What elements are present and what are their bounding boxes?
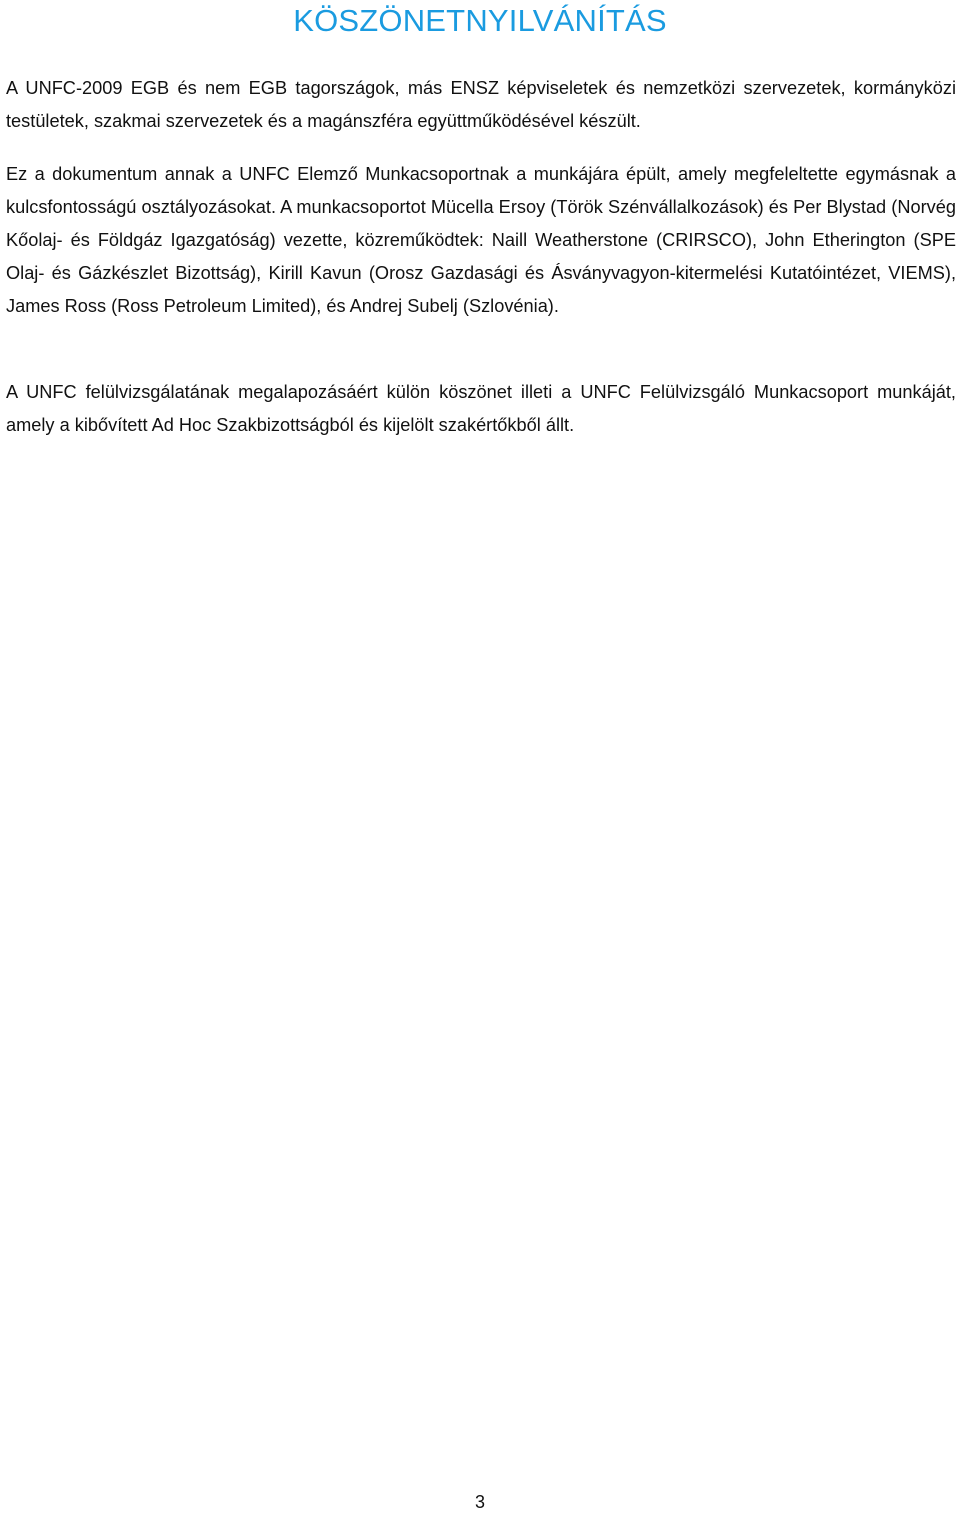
paragraph-contributors: A UNFC-2009 EGB és nem EGB tagországok, más ENSZ képviseletek és nemzetközi szervezetek, kormányközi testületek, szakmai szervezetek és a magánszféra együttműködésével készült. [6,78,956,131]
paragraph-revision: A UNFC felülvizsgálatának megalapozásáért külön köszönet illeti a UNFC Felülvizsgáló Munkacsoport munkáját, amely a kibővített Ad Hoc Szakbizottságból és kijelölt szakértőkből állt. [6,382,956,435]
page-title: KÖSZÖNETNYILVÁNÍTÁS [293,3,667,38]
page-number: 3 [474,1492,485,1512]
paragraph-working-group: Ez a dokumentum annak a UNFC Elemző Munkacsoportnak a munkájára épült, amely megfeleltette egymásnak a kulcsfontosságú osztályozásokat. A munkacsoportot Mücella Ersoy (Török Szénvállalkozások) és Per Blystad (Norvég Kőolaj- és Földgáz Igazgatóság) vezette, közreműködtek: Naill Weatherstone (CRIRSCO), John Etherington (SPE Olaj- és Gázkészlet Bizottság), Kirill Kavun (Orosz Gazdasági és Ásványvagyon-kitermelési Kutatóintézet, VIEMS), James Ross (Ross Petroleum Limited), és Andrej Subelj (Szlovénia). [6,164,956,316]
